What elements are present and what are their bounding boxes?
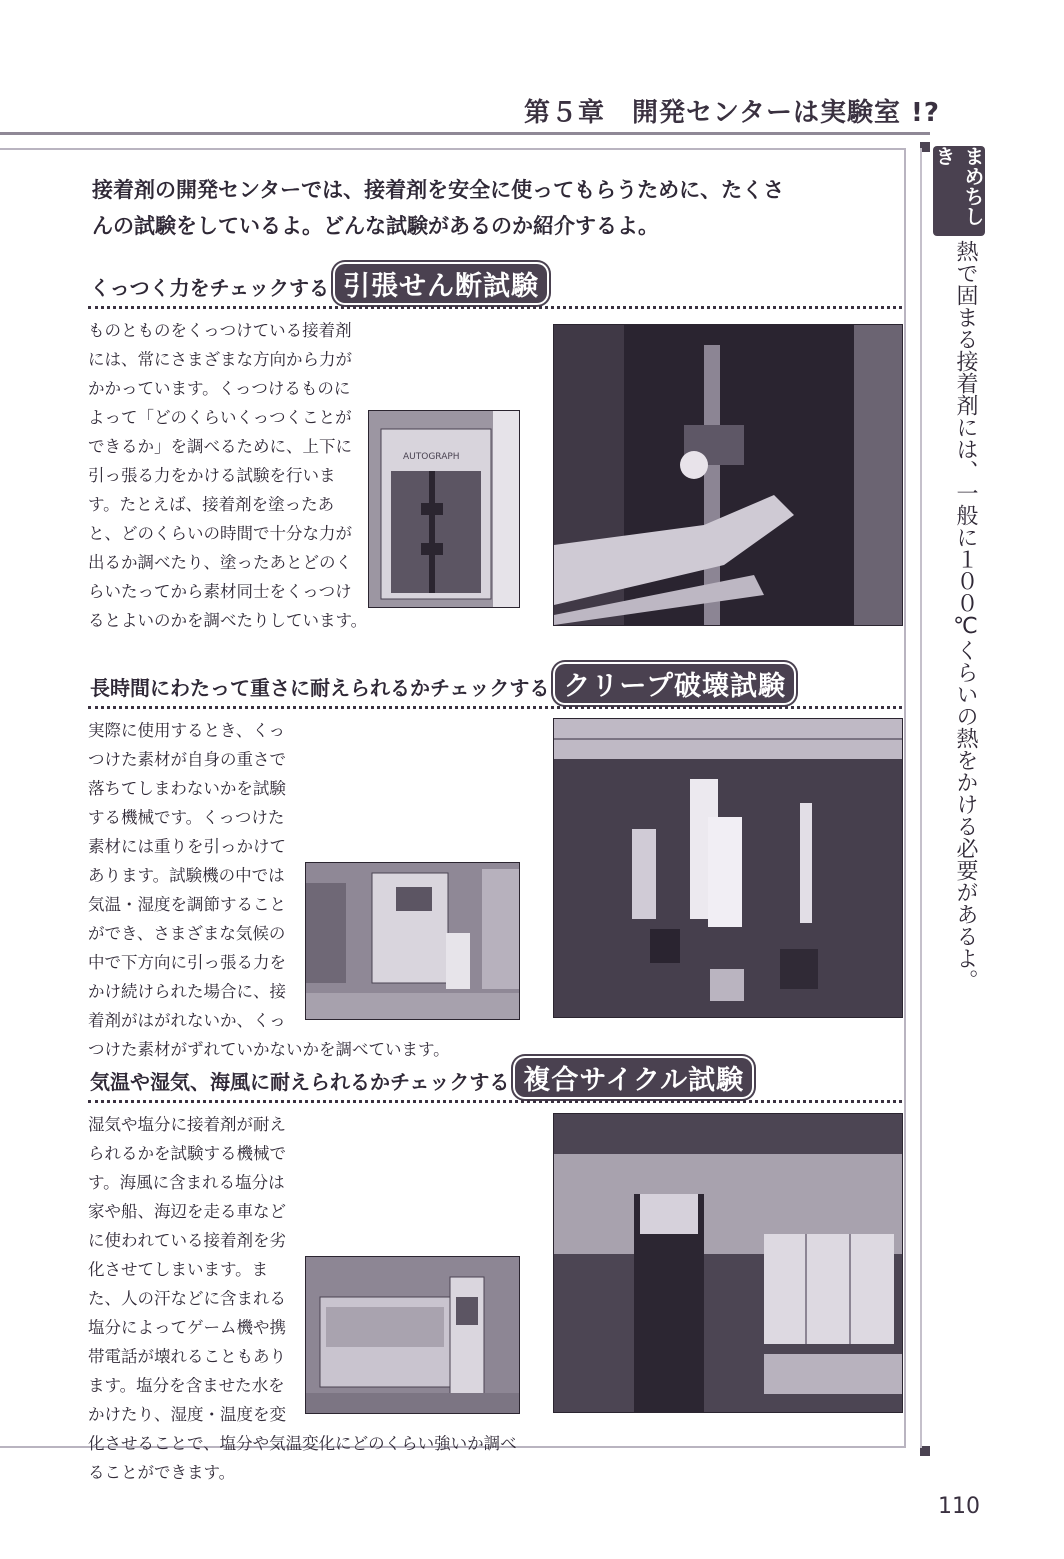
cycle-test-photo: [553, 1113, 903, 1413]
section-heading: [90, 664, 794, 703]
dotted-divider: [88, 1100, 902, 1103]
creep-test-illustration: [554, 719, 902, 1017]
section-body-text: 実際に使用するとき、くっつけた素材が自身の重さで落ちてしまわないかを試験する機械です。くっつけた素材には重りを引っかけてあります。試験機の中では気温・湿度を調節することができ、さまざまな気候の中で下方向に引っ張る力をかけ続けられた場合に、接着剤がはがれないか、くっつけた素材がずれていかないかを調べています。: [88, 721, 450, 1059]
tensile-machine-photo: [368, 410, 520, 608]
sidebar-rule: [920, 148, 922, 1448]
section-badge: 複合サイクル試験: [515, 1058, 752, 1097]
section-heading-text: くっつく力をチェックする: [90, 276, 329, 300]
section-heading: [90, 264, 547, 303]
cycle-test-illustration: [554, 1114, 902, 1412]
section-body-text: ものとものをくっつけている接着剤には、常にさまざまな方向から力がかかっています。くっつけるものによって「どのくらいくっつくことができるか」を調べるために、上下に引っ張る力をかける試験を行います。たとえば、接着剤を塗ったあと、どのくらいの時間で十分な力が出るか調べたり、塗ったあとどのくらいたってから素材同士をくっつけるとよいのかを調べたりしています。: [88, 321, 368, 630]
section-heading-text: 気温や湿気、海風に耐えられるかチェックする: [90, 1070, 510, 1094]
mame-chishiki-label: まめちしき: [932, 146, 985, 226]
tensile-machine-illustration: [369, 411, 519, 607]
section-badge: 引張せん断試験: [335, 264, 547, 303]
section-badge: クリープ破壊試験: [555, 664, 794, 703]
autograph-label: AUTOGRAPH: [403, 452, 460, 462]
tensile-test-illustration: [554, 325, 902, 625]
creep-test-photo: [553, 718, 903, 1018]
dotted-divider: [88, 306, 902, 309]
creep-machine-illustration: [306, 863, 519, 1019]
cycle-machine-illustration: [306, 1257, 519, 1413]
creep-machine-photo: [305, 862, 520, 1020]
tensile-test-photo: [553, 324, 903, 626]
intro-text: 接着剤の開発センターでは、接着剤を安全に使ってもらうために、たくさんの試験をしているよ。どんな試験があるのか紹介するよ。: [92, 178, 785, 238]
chapter-title: 第５章 開発センターは実験室 !?: [524, 98, 940, 128]
page-number: 110: [938, 1494, 980, 1519]
sidebar-text: 熱で固まる接着剤には、一般に１００℃くらいの熱をかける必要があるよ。: [953, 240, 978, 991]
section-heading: [90, 1058, 752, 1097]
cycle-machine-photo: [305, 1256, 520, 1414]
section-body-text: 湿気や塩分に接着剤が耐えられるかを試験する機械です。海風に含まれる塩分は家や船、海辺を走る車などに使われている接着剤を劣化させてしまいます。また、人の汗などに含まれる塩分によってゲーム機や携帯電話が壊れることもあります。塩分を含ませた水をかけたり、湿度・温度を変化させることで、塩分や気温変化にどのくらい強いか調べることができます。: [88, 1115, 517, 1482]
section-heading-text: 長時間にわたって重さに耐えられるかチェックする: [90, 676, 550, 700]
dotted-divider: [88, 706, 902, 709]
header-rule: [0, 132, 930, 135]
